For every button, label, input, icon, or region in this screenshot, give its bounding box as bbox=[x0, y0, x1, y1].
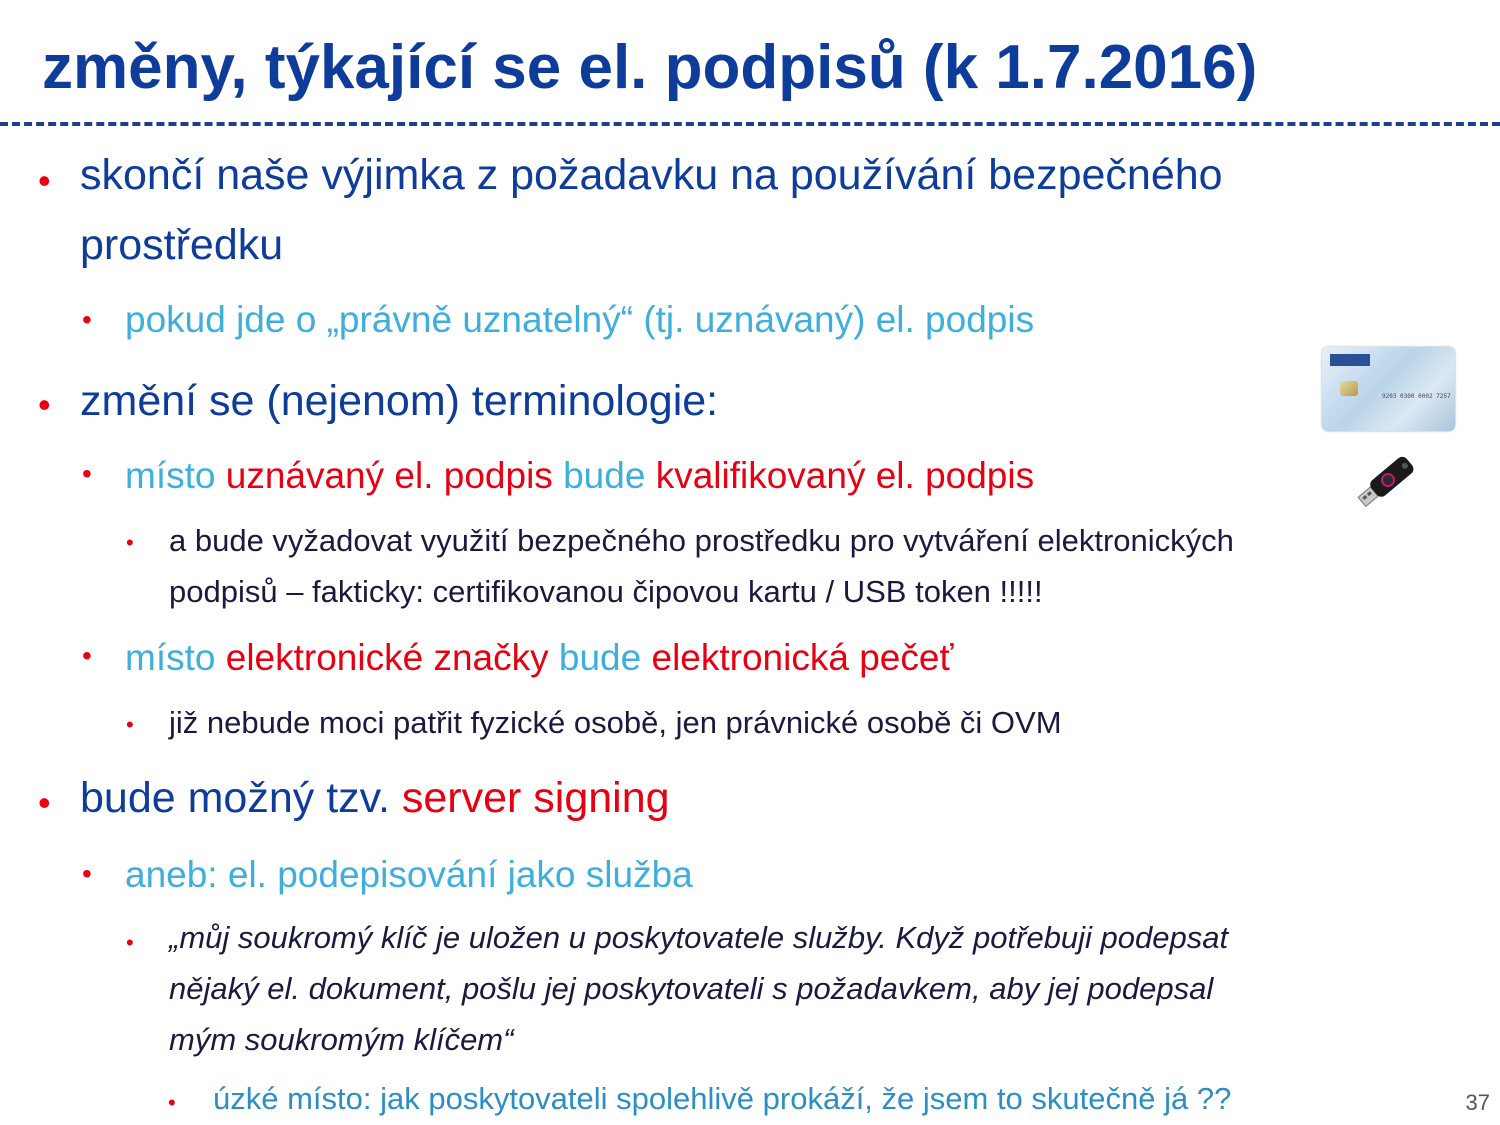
bullet-3-quote-line-2: nějaký el. dokument, pošlu jej poskytovateli s požadavkem, aby jej podepsal bbox=[169, 971, 1214, 1006]
bullet-2: změní se (nejenom) terminologie: bbox=[80, 377, 719, 425]
bullet-marker: • bbox=[168, 1090, 176, 1115]
bullet-3 bbox=[80, 769, 670, 827]
bullet-marker: • bbox=[38, 384, 51, 425]
card-logo bbox=[1330, 354, 1370, 366]
bullet-1-sub-1: pokud jde o „právně uznatelný“ (tj. uznávaný) el. podpis bbox=[125, 299, 1035, 340]
page-number: 37 bbox=[1465, 1090, 1490, 1115]
card-chip bbox=[1340, 381, 1358, 396]
card-number: 9203 0300 0002 7257 bbox=[1382, 393, 1451, 400]
bullet-3-sub-1: aneb: el. podepisování jako služba bbox=[125, 854, 693, 895]
bullet-1-line-2: prostředku bbox=[80, 221, 284, 269]
text-segment: bude možný tzv. bbox=[80, 774, 402, 822]
bullet-1-line-1: skončí naše výjimka z požadavku na používání bezpečného bbox=[80, 151, 1223, 199]
bullet-marker: • bbox=[126, 930, 134, 955]
bullet-marker: • bbox=[126, 530, 134, 555]
highlight-kvalifikovany: kvalifikovaný el. podpis bbox=[655, 455, 1035, 496]
highlight-uznavany: uznávaný el. podpis bbox=[225, 455, 553, 496]
highlight-server-signing: server signing bbox=[401, 774, 670, 822]
bullet-marker: • bbox=[38, 782, 51, 823]
bullet-marker: • bbox=[38, 160, 51, 201]
bullet-2-sub-1-detail-line-1: a bude vyžadovat využití bezpečného prostředku pro vytváření elektronických bbox=[169, 523, 1234, 558]
bullet-marker: • bbox=[82, 304, 92, 335]
bullet-marker: • bbox=[82, 640, 92, 671]
bullet-marker: • bbox=[126, 712, 134, 737]
text-segment: místo bbox=[125, 637, 226, 678]
text-segment: místo bbox=[125, 455, 226, 496]
bullet-2-sub-2-detail: již nebude moci patřit fyzické osobě, jen právnické osobě či OVM bbox=[169, 705, 1062, 740]
bullet-3-note: úzké místo: jak poskytovateli spolehlivě prokáží, že jsem to skutečně já ?? bbox=[213, 1081, 1232, 1116]
usb-token-icon bbox=[1348, 440, 1428, 520]
bullet-2-sub-1-detail-line-2: podpisů – fakticky: certifikovanou čipovou kartu / USB token !!!!! bbox=[169, 574, 1043, 609]
smart-card-icon bbox=[1322, 347, 1455, 431]
highlight-elektronicka-pecet: elektronická pečeť bbox=[651, 637, 954, 678]
bullet-2-sub-1 bbox=[125, 452, 1034, 500]
bullet-3-quote-line-1: „můj soukromý klíč je uložen u poskytovatele služby. Když potřebuji podepsat bbox=[169, 920, 1229, 955]
text-segment: bude bbox=[548, 637, 652, 678]
slide-title: změny, týkající se el. podpisů (k 1.7.2016) bbox=[42, 33, 1258, 102]
title-divider bbox=[0, 122, 1500, 126]
bullet-marker: • bbox=[82, 458, 92, 489]
text-segment: bude bbox=[552, 455, 656, 496]
highlight-elektronicke-znacky: elektronické značky bbox=[225, 637, 549, 678]
bullet-3-quote-line-3: mým soukromým klíčem“ bbox=[169, 1022, 514, 1057]
bullet-2-sub-2 bbox=[125, 634, 953, 682]
bullet-marker: • bbox=[82, 858, 92, 889]
